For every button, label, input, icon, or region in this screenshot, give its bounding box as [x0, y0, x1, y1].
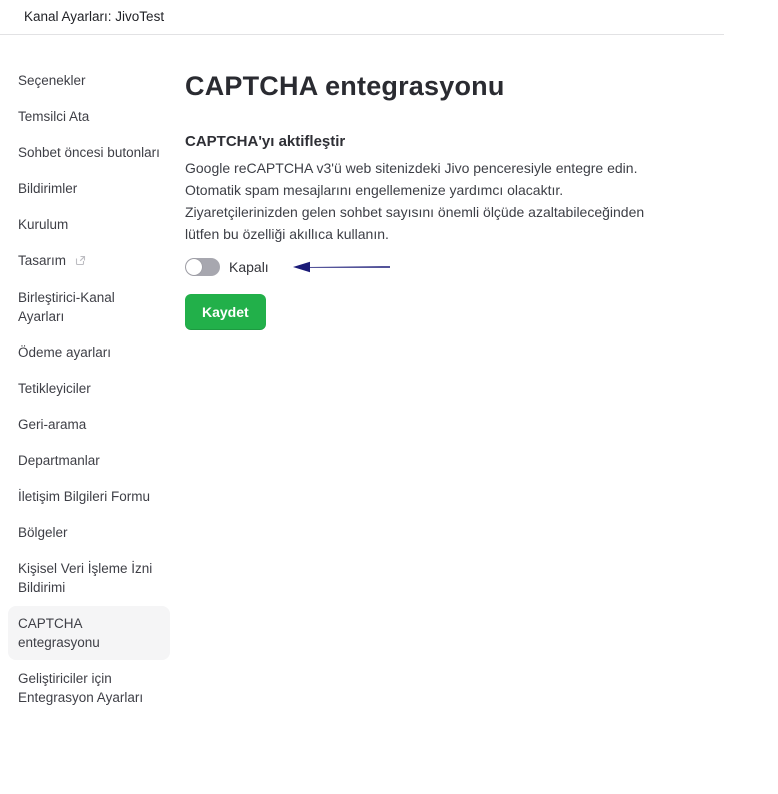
sidebar-item-tasarim[interactable] — [8, 243, 170, 279]
sidebar-item-label: Tasarım — [18, 253, 67, 268]
captcha-toggle-row — [185, 258, 665, 276]
captcha-activate-heading: CAPTCHA'yı aktifleştir — [185, 133, 346, 150]
annotation-arrow-icon — [291, 259, 393, 275]
save-button[interactable]: Kaydet — [185, 294, 266, 330]
sidebar-item-bolgeler[interactable]: Bölgeler — [18, 525, 68, 540]
external-link-icon — [75, 252, 86, 271]
captcha-title: CAPTCHA entegrasyonu — [185, 71, 505, 101]
captcha-toggle[interactable] — [185, 258, 220, 276]
sidebar-item-captcha-entegrasyonu[interactable]: CAPTCHA entegrasyonu — [8, 606, 170, 660]
sidebar-item-kurulum[interactable]: Kurulum — [18, 217, 69, 232]
sidebar-item-bildirimler[interactable]: Bildirimler — [18, 181, 78, 196]
captcha-description: Google reCAPTCHA v3'ü web sitenizdeki Jivo penceresiyle entegre edin. Otomatik spam mesajlarını engellemenize yardımcı olacaktır. Ziyaretçilerinizden gelen sohbet sayısını önemli ölçüde azaltabileceğinden lütfen bu özelliği akıllıca kullanın. — [185, 160, 645, 242]
toggle-state-label: Kapalı — [229, 259, 269, 275]
sidebar-item-geri-arama[interactable]: Geri-arama — [18, 417, 87, 432]
sidebar-item-birlestirici-kanal-ayarlari[interactable]: Birleştirici-Kanal Ayarları — [18, 290, 115, 324]
sidebar-item-tetikleyiciler[interactable]: Tetikleyiciler — [18, 381, 91, 396]
sidebar-item-secenekler[interactable]: Seçenekler — [18, 73, 86, 88]
sidebar-item-temsilci-ata[interactable]: Temsilci Ata — [18, 109, 90, 124]
sidebar-item-kisisel-veri-isleme-izni[interactable]: Kişisel Veri İşleme İzni Bildirimi — [18, 561, 153, 595]
captcha-settings-panel — [185, 35, 665, 330]
toggle-knob — [186, 259, 202, 275]
sidebar-item-gelistiriciler-icin-entegrasyon[interactable]: Geliştiriciler için Entegrasyon Ayarları — [18, 671, 144, 705]
page-title: Kanal Ayarları: JivoTest — [24, 9, 165, 24]
header — [0, 0, 778, 34]
sidebar-item-departmanlar[interactable]: Departmanlar — [18, 453, 100, 468]
sidebar-item-iletisim-bilgileri-formu[interactable]: İletişim Bilgileri Formu — [18, 489, 151, 504]
sidebar-item-odeme-ayarlari[interactable]: Ödeme ayarları — [18, 345, 112, 360]
sidebar-item-sohbet-oncesi-butonlari[interactable]: Sohbet öncesi butonları — [18, 145, 160, 160]
settings-sidebar — [8, 63, 170, 716]
